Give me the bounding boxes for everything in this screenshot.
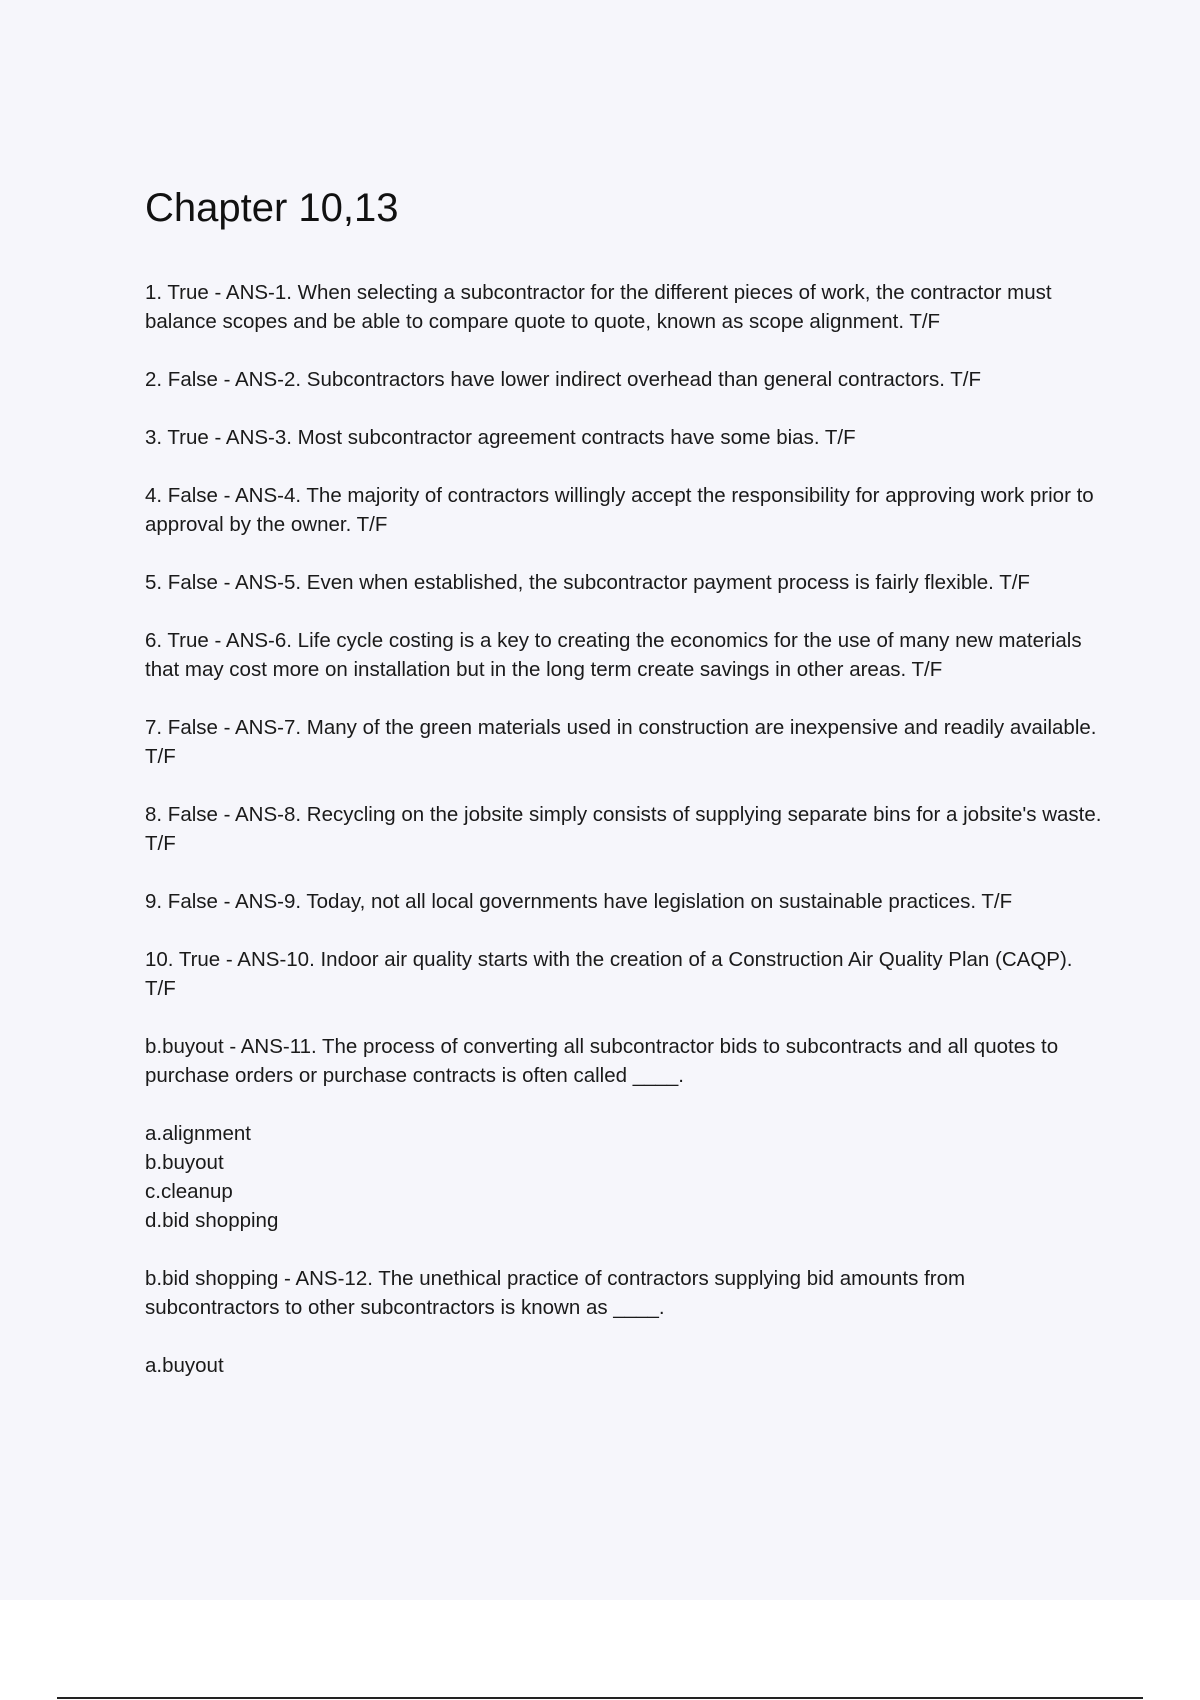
option-a: a.alignment [145, 1122, 251, 1145]
question-8: 8. False - ANS-8. Recycling on the jobsite simply consists of supplying separate bins for a jobsite's waste. T/F [145, 803, 1102, 855]
document-content [145, 182, 1105, 1409]
question-12: b.bid shopping - ANS-12. The unethical practice of contractors supplying bid amounts from subcontractors to other subcontractors is known as ____. [145, 1267, 966, 1319]
question-3: 3. True - ANS-3. Most subcontractor agreement contracts have some bias. T/F [145, 426, 856, 449]
question-12-options [145, 1351, 1105, 1380]
option-d: d.bid shopping [145, 1209, 279, 1232]
question-5: 5. False - ANS-5. Even when established, the subcontractor payment process is fairly flexible. T/F [145, 571, 1030, 594]
option-c: c.cleanup [145, 1180, 233, 1203]
page-title: Chapter 10,13 [145, 186, 399, 230]
question-9: 9. False - ANS-9. Today, not all local governments have legislation on sustainable practices. T/F [145, 890, 1013, 913]
question-11: b.buyout - ANS-11. The process of converting all subcontractor bids to subcontracts and all quotes to purchase orders or purchase contracts is often called ____. [145, 1035, 1059, 1087]
question-2: 2. False - ANS-2. Subcontractors have lower indirect overhead than general contractors. T/F [145, 368, 981, 391]
question-10: 10. True - ANS-10. Indoor air quality starts with the creation of a Construction Air Quality Plan (CAQP). T/F [145, 948, 1073, 1000]
question-7: 7. False - ANS-7. Many of the green materials used in construction are inexpensive and readily available. T/F [145, 716, 1097, 768]
question-1: 1. True - ANS-1. When selecting a subcontractor for the different pieces of work, the contractor must balance scopes and be able to compare quote to quote, known as scope alignment. T/F [145, 281, 1052, 333]
question-4: 4. False - ANS-4. The majority of contractors willingly accept the responsibility for approving work prior to approval by the owner. T/F [145, 484, 1094, 536]
question-11-options [145, 1119, 1105, 1235]
option-b: b.buyout [145, 1151, 224, 1174]
footer-divider [57, 1697, 1143, 1699]
option-a: a.buyout [145, 1354, 224, 1377]
question-6: 6. True - ANS-6. Life cycle costing is a key to creating the economics for the use of many new materials that may cost more on installation but in the long term create savings in other areas. T/F [145, 629, 1082, 681]
